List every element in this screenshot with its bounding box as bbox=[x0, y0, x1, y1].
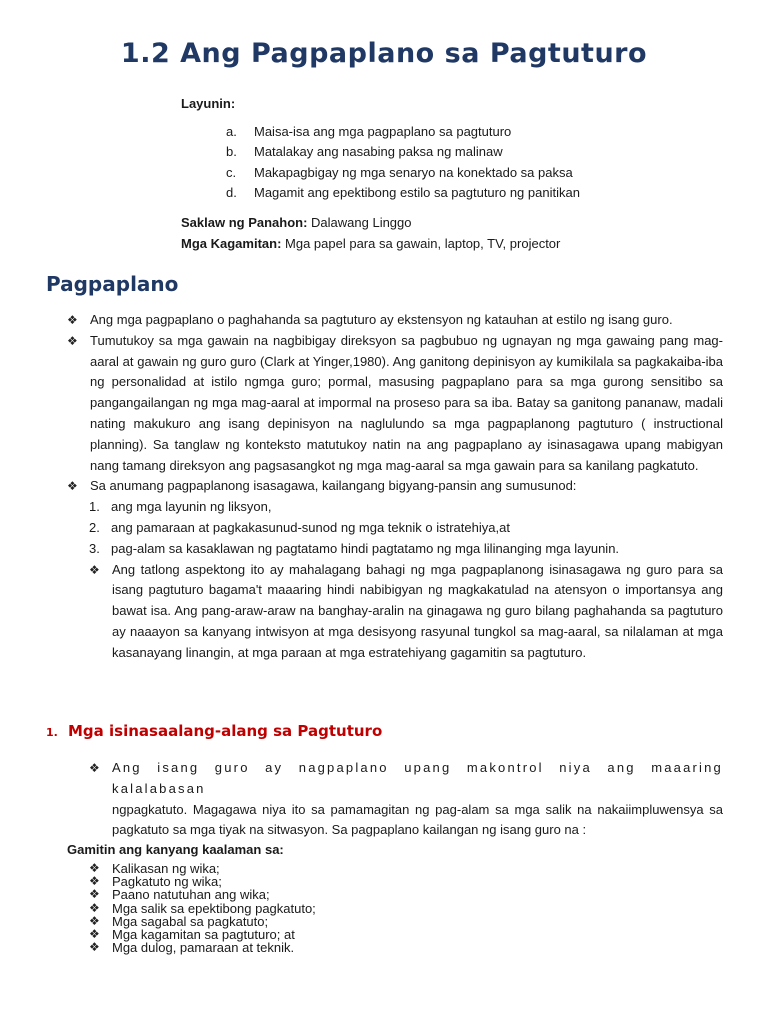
bullet-text: Sa anumang pagpaplanong isasagawa, kailangang bigyang-pansin ang sumusunod: bbox=[90, 478, 577, 494]
bullet-item bbox=[67, 476, 723, 497]
list-item-text: Mga dulog, pamaraan at teknik. bbox=[112, 940, 295, 956]
bullet-text: ngpagkatuto. Magagawa niya ito sa pamamagitan ng pag-alam sa mga salik na nakaiimpluwensya sa pagkatuto sa mga tiyak na sitwasyon. Sa pagpaplano kailangan ng isang guro na : bbox=[112, 801, 723, 838]
numbered-item bbox=[89, 518, 723, 539]
section2-paragraph bbox=[89, 758, 723, 841]
objective-text: Maisa-isa ang mga pagpaplano sa pagtuturo bbox=[254, 123, 512, 139]
pagpaplano-body bbox=[67, 310, 723, 664]
objective-letter: b. bbox=[226, 144, 237, 160]
duration-label: Saklaw ng Panahon: bbox=[181, 215, 308, 230]
diamond-bullet-icon: ❖ bbox=[89, 927, 100, 942]
objectives-block bbox=[181, 96, 681, 203]
bullet-text: Tumutukoy sa mga gawain na nagbibigay direksyon sa pagbubuo ng ugnayan ng mga gawaing pang mag-aaral at gawain ng guro guro (Clark at Yinger,1980). Ang ganitong depinisyon ay kumikilala sa pagkakaiba-iba ng personalidad at istilo ngmga guro; pormal, masusing pagpaplano para sa mga gurong sensitibo sa pangangailangan ng mga mag-aaral at impormal na proseso para sa iba. Batay sa ganitong pananaw, madali nating makukuro ang isang depinisyon na naglulundo sa mga pagpaplanong pagtuturo ( instructional planning). Sa tanglaw ng konteksto matutukoy natin na ang pagpaplano ay isinasagawa upang mabigyan nang tamang direksyon ang pagsasangkot ng mga mag-aaral sa mga gawain para sa kanilang pagkatuto. bbox=[90, 332, 723, 473]
objective-letter: d. bbox=[226, 185, 237, 201]
materials-label: Mga Kagamitan: bbox=[181, 236, 282, 251]
duration-value: Dalawang Linggo bbox=[307, 215, 412, 230]
diamond-bullet-icon: ❖ bbox=[89, 900, 100, 915]
list-item bbox=[89, 902, 316, 915]
duration-line bbox=[181, 212, 560, 233]
item-text: ang mga layunin ng liksyon, bbox=[111, 499, 272, 515]
bullet-text: Ang tatlong aspektong ito ay mahalagang bahagi ng mga pagpaplanong isinasagawa ng guro para sa isang pagtuturo bagama't maaaring hindi nabibigyan ng magkakatulad na atensyon o importansya ang bawat isa. Ang pang-araw-araw na banghay-aralin na ginagawa ng guro bilang paghahanda sa pagtuturo ay naaayon sa kanyang intwisyon at mga desisyong rasyunal tungkol sa mag-aaral, sa nilalaman at mga kasanayang linangin, at mga paraan at mga estratehiyang gagamitin sa pagtuturo. bbox=[112, 561, 723, 660]
gamitin-list bbox=[89, 862, 316, 954]
item-number: 2. bbox=[89, 519, 100, 535]
item-text: ang pamaraan at pagkakasunud-sunod ng mga teknik o istratehiya,at bbox=[111, 519, 510, 535]
materials-value: Mga papel para sa gawain, laptop, TV, projector bbox=[281, 236, 561, 251]
numbered-item bbox=[89, 539, 723, 560]
diamond-bullet-icon: ❖ bbox=[89, 940, 100, 955]
diamond-bullet-icon: ❖ bbox=[89, 913, 100, 928]
list-item-text: Paano natutuhan ang wika; bbox=[112, 887, 270, 903]
diamond-bullet-icon: ❖ bbox=[89, 874, 100, 889]
diamond-bullet-icon: ❖ bbox=[67, 479, 78, 494]
objectives-list bbox=[181, 121, 681, 203]
objective-text: Makapagbigay ng mga senaryo na konektado sa paksa bbox=[254, 164, 573, 180]
list-item-text: Pagkatuto ng wika; bbox=[112, 874, 222, 890]
objective-item bbox=[181, 142, 681, 163]
section-heading-isinasaalang bbox=[46, 722, 382, 740]
objective-item bbox=[181, 183, 681, 204]
diamond-bullet-icon: ❖ bbox=[67, 313, 78, 327]
page-title: 1.2 Ang Pagpaplano sa Pagtuturo bbox=[120, 38, 648, 69]
objective-text: Matalakay ang nasabing paksa ng malinaw bbox=[254, 144, 503, 160]
objectives-heading: Layunin: bbox=[181, 96, 236, 111]
diamond-bullet-icon: ❖ bbox=[89, 562, 100, 577]
objective-letter: c. bbox=[226, 164, 237, 180]
lesson-meta bbox=[181, 212, 560, 254]
diamond-bullet-icon: ❖ bbox=[89, 761, 100, 775]
list-item-text: Mga kagamitan sa pagtuturo; at bbox=[112, 927, 295, 943]
list-item-text: Mga sagabal sa pagkatuto; bbox=[112, 913, 269, 929]
spacer bbox=[89, 800, 112, 842]
diamond-bullet-icon: ❖ bbox=[89, 861, 100, 875]
objective-item bbox=[181, 121, 681, 142]
list-item-text: Mga salik sa epektibong pagkatuto; bbox=[112, 900, 316, 916]
list-item-text: Kalikasan ng wika; bbox=[112, 861, 220, 876]
section-heading-pagpaplano: Pagpaplano bbox=[46, 272, 179, 296]
diamond-bullet-icon: ❖ bbox=[89, 887, 100, 902]
objective-letter: a. bbox=[226, 123, 237, 139]
item-number: 1. bbox=[89, 499, 100, 515]
bullet-continuation bbox=[89, 800, 723, 842]
bullet-text-first-line: Ang isang guro ay nagpaplano upang makontrol niya ang maaaring kalalabasan bbox=[112, 760, 723, 796]
list-item bbox=[89, 888, 316, 901]
bullet-item bbox=[67, 331, 723, 477]
diamond-bullet-icon: ❖ bbox=[67, 333, 78, 348]
bullet-item bbox=[89, 758, 723, 800]
section-number: 1. bbox=[46, 726, 58, 739]
bullet-item bbox=[67, 560, 723, 664]
materials-line bbox=[181, 233, 560, 254]
objective-item bbox=[181, 162, 681, 183]
numbered-list bbox=[67, 497, 723, 559]
numbered-item bbox=[89, 497, 723, 518]
objective-text: Magamit ang epektibong estilo sa pagtuturo ng panitikan bbox=[254, 185, 580, 201]
bullet-item bbox=[67, 310, 723, 331]
item-number: 3. bbox=[89, 540, 100, 556]
bullet-text: Ang mga pagpaplano o paghahanda sa pagtuturo ay ekstensyon ng katauhan at estilo ng isang guro. bbox=[90, 312, 673, 327]
list-item bbox=[89, 941, 316, 954]
gamitin-heading: Gamitin ang kanyang kaalaman sa: bbox=[67, 842, 284, 857]
item-text: pag-alam sa kasaklawan ng pagtatamo hindi pagtatamo ng mga lilinanging mga layunin. bbox=[111, 540, 620, 556]
section-title: Mga isinasaalang-alang sa Pagtuturo bbox=[68, 722, 383, 740]
